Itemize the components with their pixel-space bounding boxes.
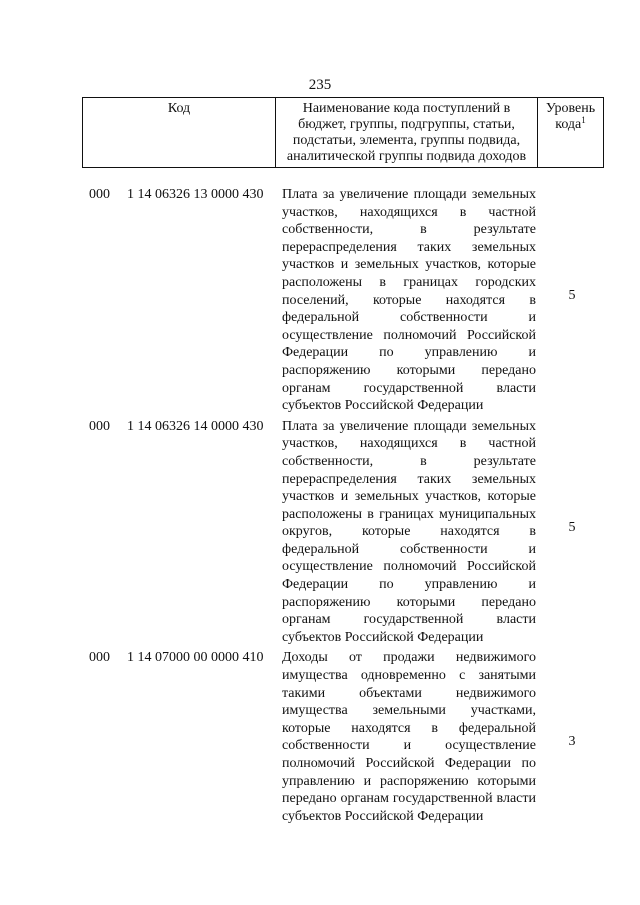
table-row	[0, 647, 640, 825]
income-code: 1 14 06326 14 0000 430	[127, 418, 264, 434]
table-row	[0, 184, 640, 415]
admin-code: 000	[89, 650, 110, 666]
income-code: 1 14 07000 00 0000 410	[127, 650, 264, 666]
code-level: 5	[568, 519, 576, 535]
code-level: 5	[568, 288, 576, 303]
income-name: Плата за увеличение площади земельных участков, находящихся в частной собственности, в результате перераспределения таких земельных участков и земельных участков, которые расположены в границах городских поселений, которые находятся в федеральной собственности и осуществление полномочий Российской Федерации по управлению и распоряжению которыми передано органам государственной власти субъектов Российской Федерации	[282, 187, 536, 414]
header-name-cell	[276, 98, 538, 168]
header-name-label: Наименование кода поступлений в бюджет, группы, подгруппы, статьи, подстатьи, элемента, группы подвида, аналитической группы подвида доходов	[286, 101, 527, 164]
income-name: Доходы от продажи недвижимого имущества одновременно с занятыми такими объектами недвижимого имущества земельными участками, которые находятся в федеральной собственности и осуществление полномочий Российской Федерации по управлению и распоряжению которыми передано органам государственной власти субъектов Российской Федерации	[282, 650, 536, 824]
header-level-footnote: 1	[581, 115, 586, 125]
income-code: 1 14 06326 13 0000 430	[127, 187, 264, 202]
header-level-label: Уровень кода	[545, 101, 596, 132]
code-level: 3	[568, 734, 576, 750]
page-number: 235	[308, 77, 332, 93]
header-level-cell	[538, 98, 604, 168]
header-code-cell	[83, 98, 276, 168]
table-body	[0, 184, 640, 825]
admin-code: 000	[89, 187, 110, 202]
header-code-label: Код	[167, 101, 191, 116]
table-row	[0, 416, 640, 647]
admin-code: 000	[89, 418, 110, 434]
income-name: Плата за увеличение площади земельных участков, находящихся в частной собственности, в результате перераспределения таких земельных участков и земельных участков, которые расположены в границах муниципальных округов, которые находятся в федеральной собственности и осуществление полномочий Российской Федерации по управлению и распоряжению которыми передано органам государственной власти субъектов Российской Федерации	[282, 418, 536, 645]
table-header	[82, 97, 604, 168]
